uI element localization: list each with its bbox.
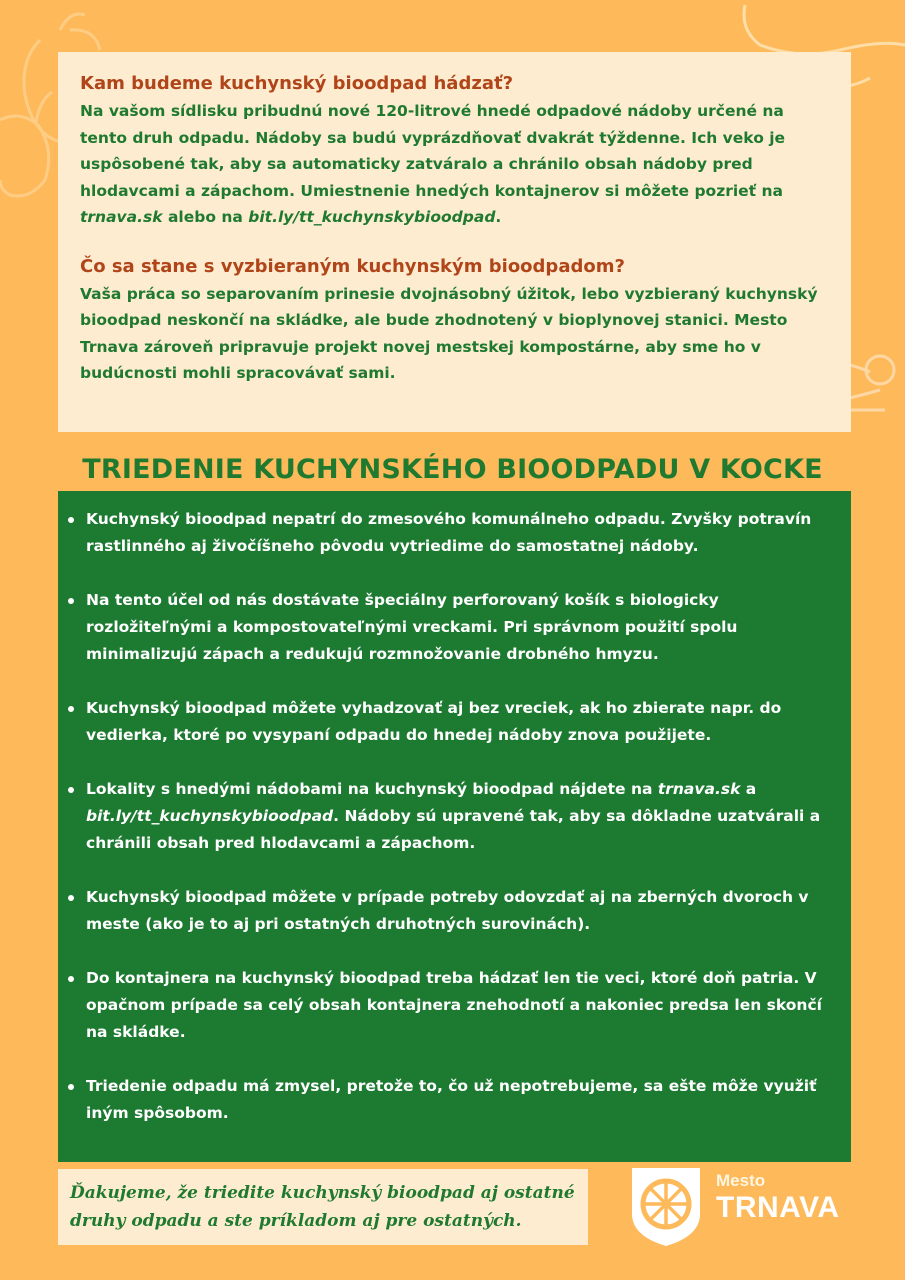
logo-mesto-text: Mesto [716, 1171, 766, 1190]
thanks-text: Ďakujeme, že triedite kuchynský bioodpad aj ostatné druhy odpadu a ste príkladom aj pre ostatných. [70, 1183, 575, 1231]
list-item [68, 884, 841, 938]
thanks-panel [58, 1169, 588, 1245]
tips-panel [58, 491, 851, 1162]
bullet-icon [68, 706, 74, 712]
bullet-icon [68, 1084, 74, 1090]
list-item-text: Do kontajnera na kuchynský bioodpad treba hádzať len tie veci, ktoré doň patria. V opačnom prípade sa celý obsah kontajnera znehodnotí a nakoniec predsa len skončí na skládke. [86, 969, 822, 1041]
list-item-text: Lokality s hnedými nádobami na kuchynský bioodpad nájdete na [86, 780, 658, 798]
list-item [68, 506, 841, 560]
section-title-where: Kam budeme kuchynský bioodpad hádzať? [80, 73, 514, 94]
section-title-what-happens: Čo sa stane s vyzbieraným kuchynským bioodpadom? [80, 255, 625, 277]
list-item-text: Kuchynský bioodpad nepatrí do zmesového komunálneho odpadu. Zvyšky potravín rastlinného aj živočíšneho pôvodu vytriedime do samostatnej nádoby. [86, 510, 812, 555]
bullet-icon [68, 517, 74, 523]
period-text: . [495, 208, 502, 226]
list-item [68, 587, 841, 668]
bullet-icon [68, 976, 74, 982]
link-bitly[interactable]: bit.ly/tt_kuchynskybioodpad [248, 208, 496, 226]
list-item-text: a [740, 780, 757, 798]
link-bitly[interactable]: bit.ly/tt_kuchynskybioodpad [86, 807, 334, 825]
list-item-text: Triedenie odpadu má zmysel, pretože to, čo už nepotrebujeme, sa ešte môže využiť iným spôsobom. [86, 1077, 817, 1122]
link-trnava[interactable]: trnava.sk [80, 208, 163, 226]
bullet-icon [68, 598, 74, 604]
section-body-where-text: Na vašom sídlisku pribudnú nové 120-litrové hnedé odpadové nádoby určené na tento druh odpadu. Nádoby sa budú vyprázdňovať dvakrát týždenne. Ich veko je uspôsobené tak, aby sa automaticky zatváralo a chránilo obsah nádoby pred hlodavcami a zápachom. Umiestnenie hnedých kontajnerov si môžete pozrieť na [80, 102, 786, 200]
list-item [68, 695, 841, 749]
section-body-what-happens: Vaša práca so separovaním prinesie dvojnásobný úžitok, lebo vyzbieraný kuchynský bioodpad neskončí na skládke, ale bude zhodnotený v bioplynovej stanici. Mesto Trnava zároveň pripravuje projekt novej mestskej kompostárne, aby sme ho v budúcnosti mohli spracovávať sami. [80, 284, 818, 382]
bullet-icon [68, 787, 74, 793]
main-heading: TRIEDENIE KUCHYNSKÉHO BIOODPADU V KOCKE [82, 454, 823, 485]
list-item-text: Kuchynský bioodpad môžete vyhadzovať aj bez vreciek, ak ho zbierate napr. do vedierka, ktoré po vysypaní odpadu do hnedej nádoby znova použijete. [86, 699, 782, 744]
list-item [68, 776, 841, 857]
list-item-text: Na tento účel od nás dostávate špeciálny perforovaný košík s biologicky rozložiteľnými a kompostovateľnými vreckami. Pri správnom použití spolu minimalizujú zápach a redukujú rozmnožovanie drobného hmyzu. [86, 591, 738, 663]
list-item [68, 1073, 841, 1127]
link-trnava[interactable]: trnava.sk [657, 780, 741, 798]
mesto-trnava-logo [628, 1164, 858, 1249]
section-body-where [80, 98, 829, 231]
list-item-text: . Nádoby sú upravené tak, aby sa dôkladne uzatvárali a chránili obsah pred hlodavcami a zápachom. [86, 807, 821, 852]
logo-trnava-text: TRNAVA [716, 1191, 840, 1224]
connector-text: alebo na [162, 208, 249, 226]
intro-panel [58, 52, 851, 432]
list-item [68, 965, 841, 1046]
trnava-wheel-shield-icon [628, 1164, 704, 1248]
tips-list [68, 506, 841, 1127]
bullet-icon [68, 895, 74, 901]
list-item-text: Kuchynský bioodpad môžete v prípade potreby odovzdať aj na zberných dvoroch v meste (ako je to aj pri ostatných druhotných surovinách). [86, 888, 809, 933]
